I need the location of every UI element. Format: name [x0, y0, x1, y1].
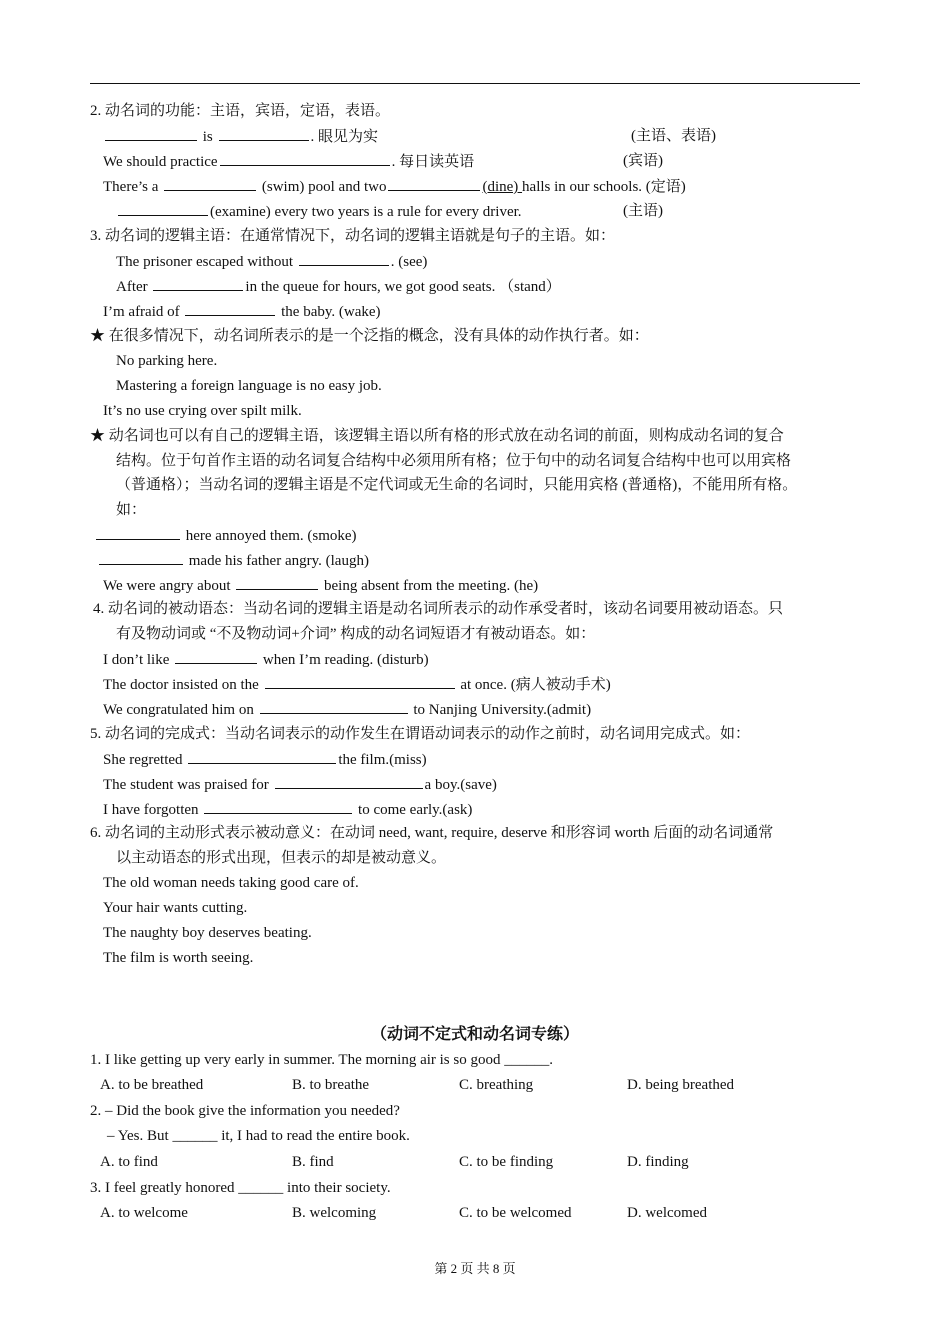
text: We should practice [103, 154, 218, 170]
example-line [116, 276, 561, 296]
answer-blank[interactable] [164, 176, 256, 191]
answer-blank[interactable] [388, 176, 480, 191]
text: Mastering a foreign language is no easy job. [116, 378, 382, 394]
option-b[interactable]: B. find [292, 1154, 334, 1170]
question-3 [90, 1178, 391, 1198]
function-note [623, 151, 663, 171]
text: . (see) [390, 254, 428, 270]
text: 4. 动名词的被动语态：当动名词的逻辑主语是动名词所表示的动作承受者时，该动名词要用被动语态。只 [93, 601, 784, 617]
text: Your hair wants cutting. [103, 900, 248, 916]
answer-blank[interactable] [99, 550, 183, 565]
answer-blank[interactable] [265, 674, 455, 689]
text: The prisoner escaped without [116, 254, 297, 270]
option-a[interactable]: A. to welcome [100, 1205, 188, 1221]
text: 如： [116, 502, 147, 518]
option-a[interactable]: A. to be breathed [100, 1077, 204, 1093]
star-note-cont [116, 451, 791, 471]
example-line [103, 176, 686, 196]
text: The doctor insisted on the [103, 677, 263, 693]
answer-blank[interactable] [105, 126, 197, 141]
answer-blank[interactable] [188, 749, 336, 764]
example-line [103, 649, 429, 669]
text: The student was praised for [103, 777, 273, 793]
example-line [103, 898, 247, 918]
section-3-heading [90, 226, 615, 246]
text: There’s a [103, 179, 163, 195]
example-line [116, 376, 382, 396]
text: I have forgotten [103, 802, 203, 818]
star-note-cont [116, 500, 146, 520]
text: We were angry about [103, 578, 235, 594]
text: The film is worth seeing. [103, 950, 254, 966]
star-note [90, 426, 784, 446]
text: 5. 动名词的完成式：当动名词表示的动作发生在谓语动词表示的动作之前时，动名词用完成式。如： [90, 726, 751, 742]
option-a[interactable]: A. to find [100, 1154, 158, 1170]
section-4-cont [116, 624, 595, 644]
text: (主语) [623, 203, 663, 219]
example-line [103, 873, 359, 893]
text: 2. 动名词的功能：主语，宾语，定语，表语。 [90, 103, 391, 119]
section-2-heading [90, 101, 390, 121]
example-line [116, 251, 427, 271]
text: – Yes. But ______ it, I had to read the entire book. [107, 1128, 410, 1144]
question-1 [90, 1050, 553, 1070]
text: （普通格）；当动名词的逻辑主语是不定代词或无生命的名词时，只能用宾格 (普通格)，不能用所有格。 [116, 477, 798, 493]
example-line [103, 774, 497, 794]
text: The old woman needs taking good care of. [103, 875, 359, 891]
answer-blank[interactable] [236, 575, 318, 590]
text: (dine) [482, 179, 523, 195]
answer-blank[interactable] [275, 774, 423, 789]
section-4-heading [93, 599, 783, 619]
text: 3. I feel greatly honored ______ into their society. [90, 1180, 391, 1196]
text: to come early.(ask) [354, 802, 473, 818]
header-rule [90, 83, 860, 84]
example-line [97, 550, 369, 570]
text: (主语、表语) [631, 128, 716, 144]
option-c[interactable]: C. to be welcomed [459, 1205, 572, 1221]
question-2 [90, 1101, 400, 1121]
answer-blank[interactable] [96, 525, 180, 540]
text: We congratulated him on [103, 702, 258, 718]
text: is [199, 129, 217, 145]
text: I don’t like [103, 652, 174, 668]
example-line [103, 401, 302, 421]
option-d[interactable]: D. finding [627, 1154, 689, 1170]
text: I’m afraid of [103, 304, 184, 320]
example-line [103, 151, 474, 171]
example-line [103, 301, 381, 321]
example-line [103, 923, 312, 943]
text: 1. I like getting up very early in summer. The morning air is so good ______. [90, 1052, 553, 1068]
option-c[interactable]: C. breathing [459, 1077, 534, 1093]
text: at once. (病人被动手术) [456, 677, 611, 693]
text: No parking here. [116, 353, 218, 369]
text: here annoyed them. (smoke) [182, 528, 357, 544]
text: (examine) every two years is a rule for every driver. [210, 204, 522, 220]
text: 2. – Did the book give the information you needed? [90, 1103, 400, 1119]
answer-blank[interactable] [118, 201, 208, 216]
answer-blank[interactable] [185, 301, 275, 316]
option-d[interactable]: D. welcomed [627, 1205, 707, 1221]
text: . 每日读英语 [391, 154, 475, 170]
text: It’s no use crying over spilt milk. [103, 403, 302, 419]
text: The naughty boy deserves beating. [103, 925, 312, 941]
example-line [103, 126, 378, 146]
example-line [103, 749, 427, 769]
text: a boy.(save) [424, 777, 497, 793]
star-note-cont [116, 475, 797, 495]
answer-blank[interactable] [219, 126, 309, 141]
option-b[interactable]: B. to breathe [292, 1077, 370, 1093]
question-2-reply [107, 1126, 410, 1146]
option-b[interactable]: B. welcoming [292, 1205, 377, 1221]
answer-blank[interactable] [220, 151, 390, 166]
section-6-heading [90, 823, 773, 843]
text: (宾语) [623, 153, 663, 169]
option-d[interactable]: D. being breathed [627, 1077, 735, 1093]
text: 有及物动词或 “不及物动词+介词” 构成的动名词短语才有被动语态。如： [116, 626, 596, 642]
text: being absent from the meeting. (he) [320, 578, 539, 594]
text: She regretted [103, 752, 187, 768]
text: made his father angry. (laugh) [185, 553, 369, 569]
star-note [90, 326, 649, 346]
page-footer: 第 2 页 共 8 页 [434, 1261, 516, 1276]
example-line [103, 575, 538, 595]
function-note [623, 201, 663, 221]
section-5-heading [90, 724, 750, 744]
text: 结构。位于句首作主语的动名词复合结构中必须用所有格；位于句中的动名词复合结构中也可以用宾格 [116, 453, 792, 469]
answer-blank[interactable] [153, 276, 243, 291]
text: . 眼见为实 [310, 129, 379, 145]
text: halls in our schools. (定语) [522, 179, 686, 195]
text: ★ 动名词也可以有自己的逻辑主语，该逻辑主语以所有格的形式放在动名词的前面，则构成动名词的复合 [90, 428, 784, 444]
answer-blank[interactable] [175, 649, 257, 664]
example-line [103, 674, 611, 694]
example-line [103, 799, 472, 819]
example-line [116, 201, 522, 221]
function-note [631, 126, 716, 146]
exercise-title: （动词不定式和动名词专练） [370, 1024, 579, 1043]
text: to Nanjing University.(admit) [409, 702, 592, 718]
text: (swim) pool and two [258, 179, 387, 195]
text: 6. 动名词的主动形式表示被动意义：在动词 need, want, require, deserve 和形容词 worth 后面的动名词通常 [90, 825, 774, 841]
answer-blank[interactable] [299, 251, 389, 266]
example-line [116, 351, 217, 371]
text: 以主动语态的形式出现，但表示的却是被动意义。 [116, 850, 447, 866]
text: 3. 动名词的逻辑主语：在通常情况下，动名词的逻辑主语就是句子的主语。如： [90, 228, 616, 244]
answer-blank[interactable] [260, 699, 408, 714]
text: the baby. (wake) [277, 304, 381, 320]
example-line [94, 525, 357, 545]
answer-blank[interactable] [204, 799, 352, 814]
text: when I’m reading. (disturb) [259, 652, 429, 668]
text: the film.(miss) [338, 752, 427, 768]
section-6-cont [116, 848, 446, 868]
example-line [103, 699, 591, 719]
text: ★ 在很多情况下，动名词所表示的是一个泛指的概念，没有具体的动作执行者。如： [90, 328, 649, 344]
text: in the queue for hours, we got good seats. （stand） [245, 279, 561, 295]
text: After [116, 279, 152, 295]
option-c[interactable]: C. to be finding [459, 1154, 554, 1170]
example-line [103, 948, 253, 968]
